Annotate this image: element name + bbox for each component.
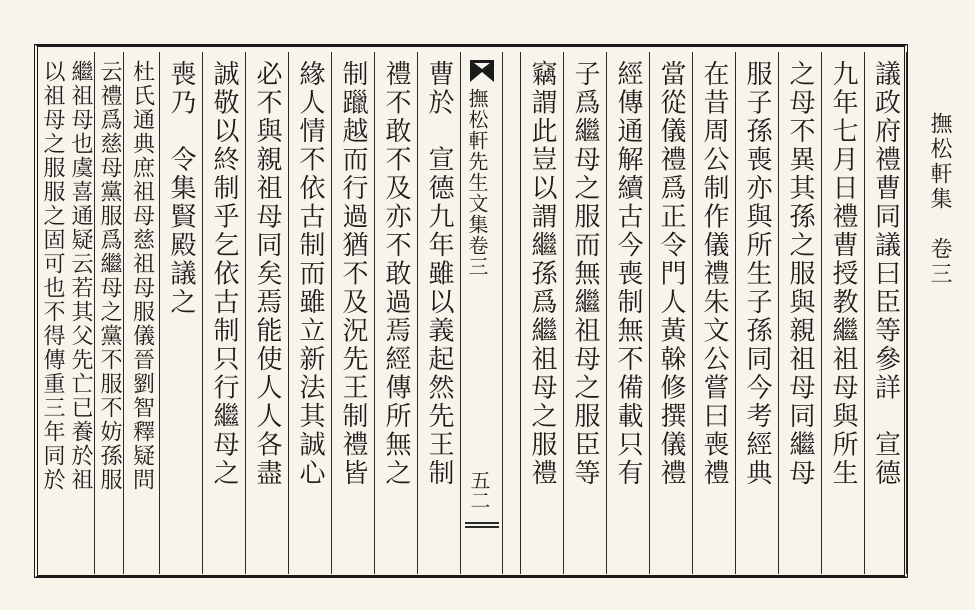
text-column-19: [66, 52, 95, 574]
text-column-12: [332, 52, 375, 574]
text-column-6: [650, 52, 693, 574]
text-column-5: [693, 52, 736, 574]
column-text: 云禮爲慈母黨服爲繼母之黨不服不妨孫服: [97, 60, 122, 492]
column-text: 服子孫喪亦與所生子孫同今考經典: [742, 60, 772, 488]
column-text: 制躐越而行過猶不及況先王制禮皆: [338, 60, 368, 488]
column-text: 經傳通解續古今喪制無不備載只有: [613, 60, 643, 488]
column-text: 之母不異其孫之服與親祖母同繼母: [785, 60, 815, 488]
page-number: 五二: [467, 470, 491, 510]
text-column-14: [246, 52, 289, 574]
text-column-4: [736, 52, 779, 574]
running-header: 撫松軒集 卷三: [927, 112, 952, 287]
text-column-17: [124, 52, 160, 574]
text-column-1: [865, 52, 907, 574]
center-fold-column: [461, 52, 503, 574]
narrow-rule-column: [503, 52, 521, 574]
column-text: 九年七月日禮曹授教繼祖母與所生: [828, 60, 858, 488]
column-text: 當從儀禮爲正令門人黃榦修撰儀禮: [656, 60, 686, 488]
text-column-9: [521, 52, 564, 574]
column-text: 喪乃 令集賢殿議之: [166, 60, 196, 317]
column-text: 以祖母之服服之固可也不得傳重三年同於: [40, 60, 65, 492]
column-text: 必不與親祖母同矣焉能使人人各盡: [252, 60, 282, 488]
text-column-13: [289, 52, 332, 574]
fishtail-ornament-icon: [470, 60, 494, 82]
column-text: 竊謂此豈以謂繼孫爲繼祖母之服禮: [527, 60, 557, 488]
text-column-16: [160, 52, 203, 574]
column-text: 議政府禮曹同議曰臣等參詳 宣德: [870, 60, 901, 488]
text-column-2: [822, 52, 865, 574]
text-column-10: [418, 52, 461, 574]
center-book-title: 撫松軒先生文集卷三: [465, 88, 489, 277]
column-text: 杜氏通典庶祖母慈祖母服儀晉劉智釋疑問: [129, 60, 155, 492]
text-column-20: [38, 52, 66, 574]
column-text: 子爲繼母之服而無繼祖母之服臣等: [570, 60, 600, 488]
text-column-3: [779, 52, 822, 574]
column-text: 在昔周公制作儀禮朱文公嘗曰喪禮: [699, 60, 729, 488]
text-column-11: [375, 52, 418, 574]
column-text: 曹於 宣德九年雖以義起然先王制: [424, 60, 454, 488]
text-column-15: [203, 52, 246, 574]
column-text: 禮不敢不及亦不敢過焉經傳所無之: [381, 60, 411, 488]
text-column-8: [564, 52, 607, 574]
center-rule: [465, 522, 499, 528]
column-text: 繼祖母也虞喜通疑云若其父先亡已養於祖: [68, 60, 93, 492]
column-text: 緣人情不依古制而雖立新法其誠心: [295, 60, 325, 488]
text-column-18: [95, 52, 124, 574]
text-column-7: [607, 52, 650, 574]
column-text: 誠敬以終制乎乞依古制只行繼母之: [209, 60, 239, 488]
